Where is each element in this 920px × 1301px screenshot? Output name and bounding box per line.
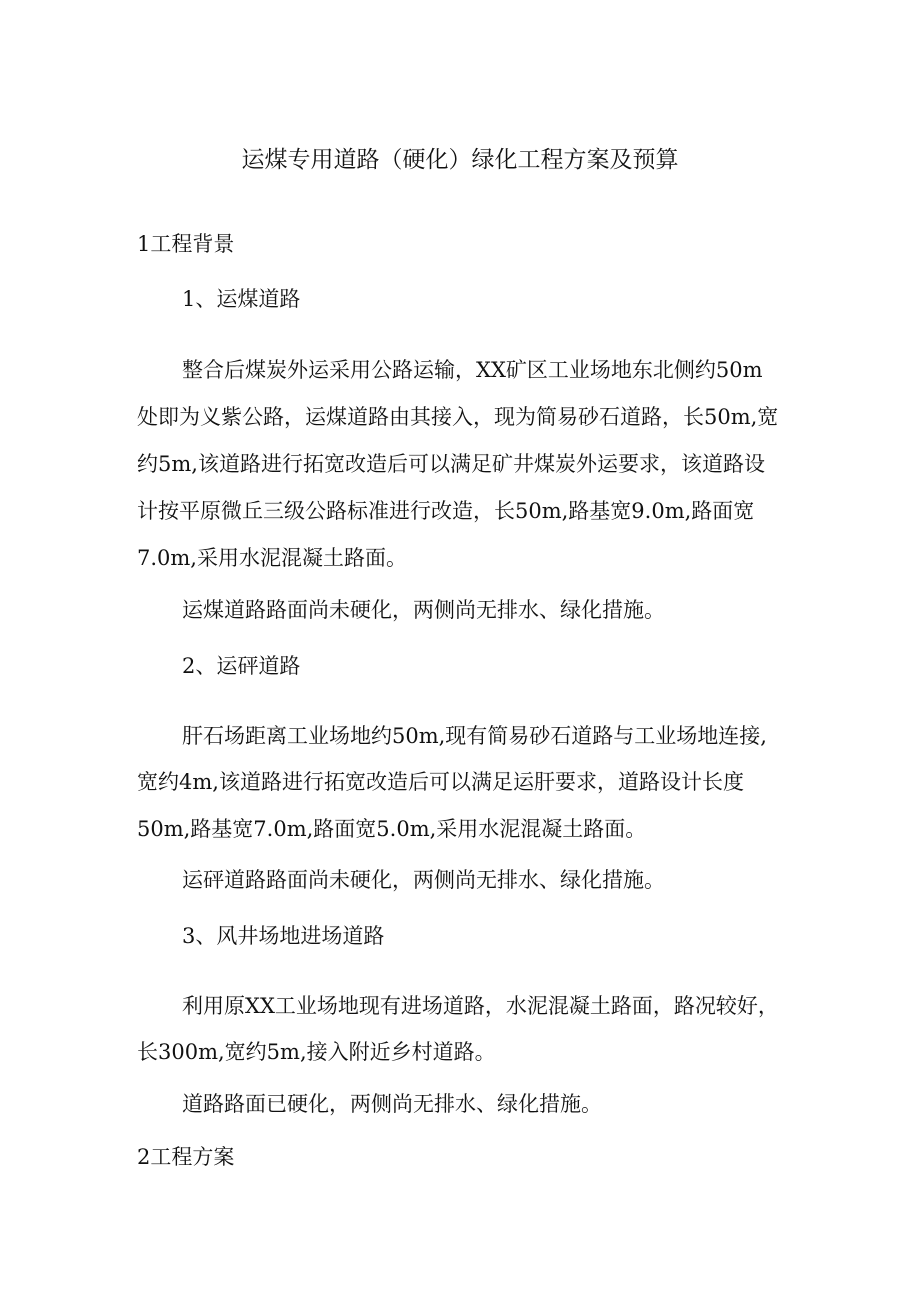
section-2-heading: 2工程方案 <box>137 1145 235 1169</box>
paragraph-2: 运煤道路路面尚未硬化，两侧尚无排水、绿化措施。 <box>182 598 665 622</box>
paragraph-4: 运砰道路路面尚未硬化，两侧尚无排水、绿化措施。 <box>182 868 665 892</box>
paragraph-1-line-4: 计按平原微丘三级公路标准进行改造，长50m,路基宽9.0m,路面宽 <box>137 499 755 523</box>
paragraph-3-line-3: 50m,路基宽7.0m,路面宽5.0m,采用水泥混凝土路面。 <box>137 817 647 841</box>
paragraph-1-line-2: 处即为义紫公路，运煤道路由其接入，现为简易砂石道路，长50m,宽 <box>137 405 779 429</box>
subsection-3-heading: 3、风井场地进场道路 <box>182 924 385 948</box>
paragraph-5-line-2: 长300m,宽约5m,接入附近乡村道路。 <box>137 1040 496 1064</box>
paragraph-6: 道路路面已硬化，两侧尚无排水、绿化措施。 <box>182 1092 602 1116</box>
paragraph-5-line-1: 利用原XX工业场地现有进场道路，水泥混凝土路面，路况较好， <box>182 994 779 1018</box>
subsection-2-heading: 2、运砰道路 <box>182 654 301 678</box>
paragraph-3-line-1: 肝石场距离工业场地约50m,现有简易砂石道路与工业场地连接, <box>182 724 767 748</box>
paragraph-3-line-2: 宽约4m,该道路进行拓宽改造后可以满足运肝要求，道路设计长度 <box>137 770 744 794</box>
section-1-heading: 1工程背景 <box>137 232 235 256</box>
subsection-1-heading: 1、运煤道路 <box>182 287 301 311</box>
paragraph-1-line-3: 约5m,该道路进行拓宽改造后可以满足矿井煤炭外运要求，该道路设 <box>137 452 765 476</box>
paragraph-1-line-5: 7.0m,采用水泥混凝土路面。 <box>137 546 407 570</box>
document-title: 运煤专用道路（硬化）绿化工程方案及预算 <box>241 147 679 173</box>
paragraph-1-line-1: 整合后煤炭外运采用公路运输，XX矿区工业场地东北侧约50m <box>182 358 763 382</box>
